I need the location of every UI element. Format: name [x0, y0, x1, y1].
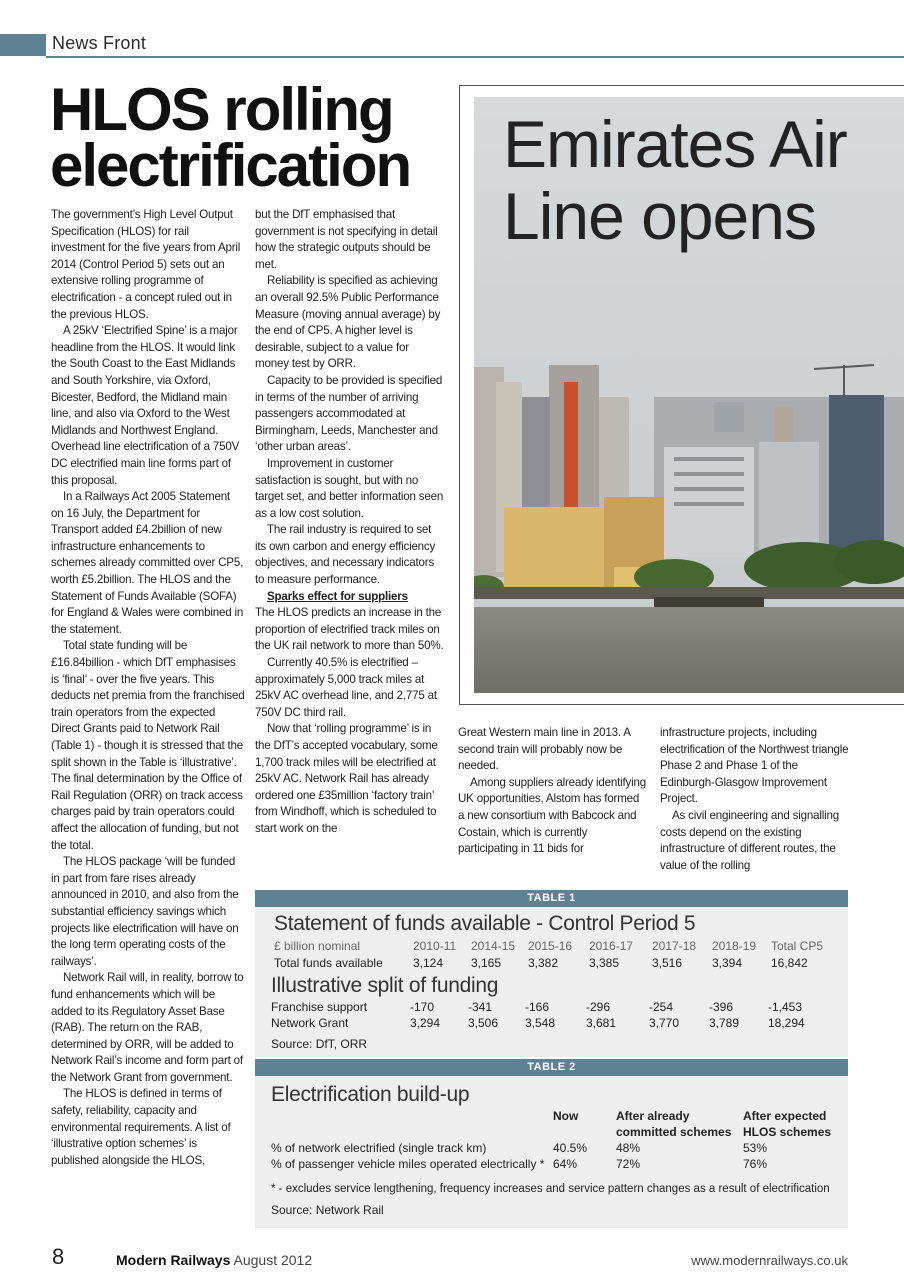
table-cell: 3,394	[712, 956, 743, 970]
table-cell: 3,506	[468, 1016, 499, 1030]
table-1-subtitle: Illustrative split of funding	[271, 974, 499, 997]
paragraph: As civil engineering and signalling costs depend on the existing infrastructure of different routes, the value of the rolling	[660, 808, 840, 872]
table-cell: -254	[649, 1000, 674, 1014]
table-cell: -1,453	[768, 1000, 803, 1014]
table-cell: 3,124	[413, 956, 444, 970]
table-cell: 3,385	[589, 956, 620, 970]
paragraph: Great Western main line in 2013. A second train will probably now be needed.	[458, 726, 631, 773]
table-cell: 3,681	[586, 1016, 617, 1030]
paragraph: The HLOS is defined in terms of safety, reliability, capacity and environmental requirements. A list of ‘illustrative option schemes’ is published alongside the HLOS,	[51, 1087, 231, 1167]
table-cell: -341	[468, 1000, 493, 1014]
article-column-2	[255, 207, 445, 838]
paragraph: The rail industry is required to set its own carbon and energy efficiency objectives, and necessary indicators to measure performance.	[255, 523, 436, 587]
table-cell: -166	[525, 1000, 550, 1014]
website-url: www.modernrailways.co.uk	[691, 1253, 848, 1268]
photo-title-line-1: Emirates Air	[503, 107, 847, 181]
column-header: After expected	[743, 1109, 827, 1123]
table-cell: -396	[709, 1000, 734, 1014]
headline-line-1: HLOS rolling	[50, 76, 393, 143]
table-1-source: Source: DfT, ORR	[271, 1037, 368, 1051]
paragraph: Among suppliers already identifying UK opportunities, Alstom has formed a new consortium with Babcock and Costain, which is currently participating in 11 bids for	[458, 775, 647, 856]
table-cell: 53%	[743, 1141, 768, 1155]
subheading: Sparks effect for suppliers	[267, 589, 408, 603]
table-cell: 3,548	[525, 1016, 556, 1030]
article-column-1	[51, 207, 245, 1169]
paragraph: The government’s High Level Output Specification (HLOS) for rail investment for the five years from April 2014 (Control Period 5) sets out an extensive rolling programme of electrification - a concept ruled out in the previous HLOS.	[51, 208, 241, 321]
year-header: 2018-19	[712, 939, 757, 953]
paragraph: The HLOS package ‘will be funded in part from fare rises already announced in 2010, and also from the substantial efficiency savings which projects like electrification will have on the long term operating costs of the railways’.	[51, 855, 239, 968]
article-column-4	[660, 725, 854, 874]
table-cell: 3,165	[471, 956, 502, 970]
year-header: 2016-17	[589, 939, 634, 953]
year-header: 2014-15	[471, 939, 516, 953]
paragraph: Reliability is specified as achieving an overall 92.5% Public Performance Measure (moving annual average) by the end of CP5. A higher level is desirable, subject to a value for money test by ORR.	[255, 274, 441, 371]
paragraph: In a Railways Act 2005 Statement on 16 July, the Department for Transport added £4.2billion of new infrastructure enhancements to schemes already committed over CP5, worth £5.2billion. The HLOS and the Statement of Funds Available (SOFA) for England & Wales were combined in the statement.	[51, 490, 244, 636]
table-cell: 16,842	[771, 956, 808, 970]
table-1-label: TABLE 1	[255, 890, 848, 907]
table-cell: -296	[586, 1000, 611, 1014]
paragraph: A 25kV ‘Electrified Spine’ is a major headline from the HLOS. It would link the South Coast to the East Midlands and South Yorkshire, via Oxford, Bicester, Bedford, the Midland main line, and also via Oxford to the West Midlands and Northwest England. Overhead line electrification of a 750V DC electrified main line forms part of this proposal.	[51, 324, 240, 487]
photo-title-line-2: Line opens	[503, 179, 816, 253]
table-1	[255, 890, 848, 1057]
column-header: HLOS schemes	[743, 1125, 832, 1139]
table-cell: 18,294	[768, 1016, 805, 1030]
table-cell: 3,770	[649, 1016, 680, 1030]
header-rule	[46, 56, 904, 58]
year-header: 2010-11	[413, 939, 457, 953]
paragraph: Capacity to be provided is specified in terms of the number of arriving passengers accommodated at Birmingham, Leeds, Manchester and ‘other urban areas’.	[255, 373, 443, 454]
table-cell: 64%	[553, 1157, 578, 1171]
year-header: Total CP5	[771, 939, 824, 953]
table-cell: 48%	[616, 1141, 641, 1155]
issue-date: August 2012	[233, 1252, 313, 1268]
column-header: After already	[616, 1109, 690, 1123]
paragraph: The HLOS predicts an increase in the proportion of electrified track miles on the UK rail network to more than 50%.	[255, 606, 444, 653]
table-2-footnote: * - excludes service lengthening, frequency increases and service pattern changes as a result of electrification	[271, 1183, 830, 1195]
table-cell: 40.5%	[553, 1141, 588, 1155]
column-header: Now	[553, 1109, 579, 1123]
table-cell: 76%	[743, 1157, 768, 1171]
paragraph: but the DfT emphasised that government is not specifying in detail how the strategic outputs should be met.	[255, 208, 438, 271]
page-number: 8	[52, 1244, 65, 1269]
year-header: 2015-16	[528, 939, 573, 953]
article-column-3	[458, 725, 648, 858]
headline-line-2: electrification	[50, 132, 411, 199]
paragraph: Network Rail will, in reality, borrow to fund enhancements which will be added to its Regulatory Asset Base (RAB). The return on the RAB, determined by ORR, will be added to Network Rail’s income and form part of the Network Grant from government.	[51, 971, 244, 1084]
column-header: committed schemes	[616, 1125, 732, 1139]
magazine-credit	[116, 1252, 312, 1268]
row-label: Network Grant	[271, 1016, 349, 1030]
table-1-unit: £ billion nominal	[274, 939, 361, 953]
photo-title	[503, 108, 847, 252]
table-cell: 3,294	[410, 1016, 441, 1030]
paragraph: Total state funding will be £16.84billion - which DfT emphasises is ‘final’ - over the five years. This deducts net premia from the franchised train operators from the expected Direct Grants paid to Network Rail (Table 1) - though it is stressed that the split shown in the Table is ‘illustrative’. The final determination by the Office of Rail Regulation (ORR) on track access charges paid by train operators could affect the allocation of funding, but not the total.	[51, 639, 245, 852]
section-color-block	[0, 34, 46, 56]
table-2-source: Source: Network Rail	[271, 1203, 384, 1217]
table-1-title: Statement of funds available - Control Period 5	[274, 912, 696, 935]
paragraph: infrastructure projects, including electrification of the Northwest triangle Phase 2 and Phase 1 of the Edinburgh-Glasgow Improvement Project.	[660, 726, 849, 806]
paragraph: Now that ‘rolling programme’ is in the DfT’s accepted vocabulary, some 1,700 track miles will be electrified at 25kV AC. Network Rail has already ordered one £35million ‘factory train’ from Windhoff, which is scheduled to start work on the	[255, 722, 438, 835]
total-row-label: Total funds available	[274, 956, 383, 970]
table-cell: 72%	[616, 1157, 641, 1171]
table-cell: 3,516	[652, 956, 683, 970]
magazine-name: Modern Railways	[116, 1252, 231, 1268]
table-cell: -170	[410, 1000, 435, 1014]
row-label: Franchise support	[271, 1000, 368, 1014]
table-cell: 3,382	[528, 956, 559, 970]
paragraph: Currently 40.5% is electrified – approximately 5,000 track miles at 25kV AC overhead line, and 2,775 at 750V DC third rail.	[255, 656, 437, 719]
headline	[50, 76, 450, 199]
row-label: % of passenger vehicle miles operated electrically *	[271, 1157, 545, 1171]
table-2-title: Electrification build-up	[271, 1083, 470, 1106]
row-label: % of network electrified (single track km)	[271, 1141, 487, 1155]
table-2	[255, 1059, 848, 1228]
table-cell: 3,789	[709, 1016, 740, 1030]
paragraph: Improvement in customer satisfaction is sought, but with no target set, and better information seen as a low cost solution.	[255, 456, 444, 520]
section-label: News Front	[52, 33, 147, 53]
year-header: 2017-18	[652, 939, 697, 953]
table-2-label: TABLE 2	[255, 1059, 848, 1076]
